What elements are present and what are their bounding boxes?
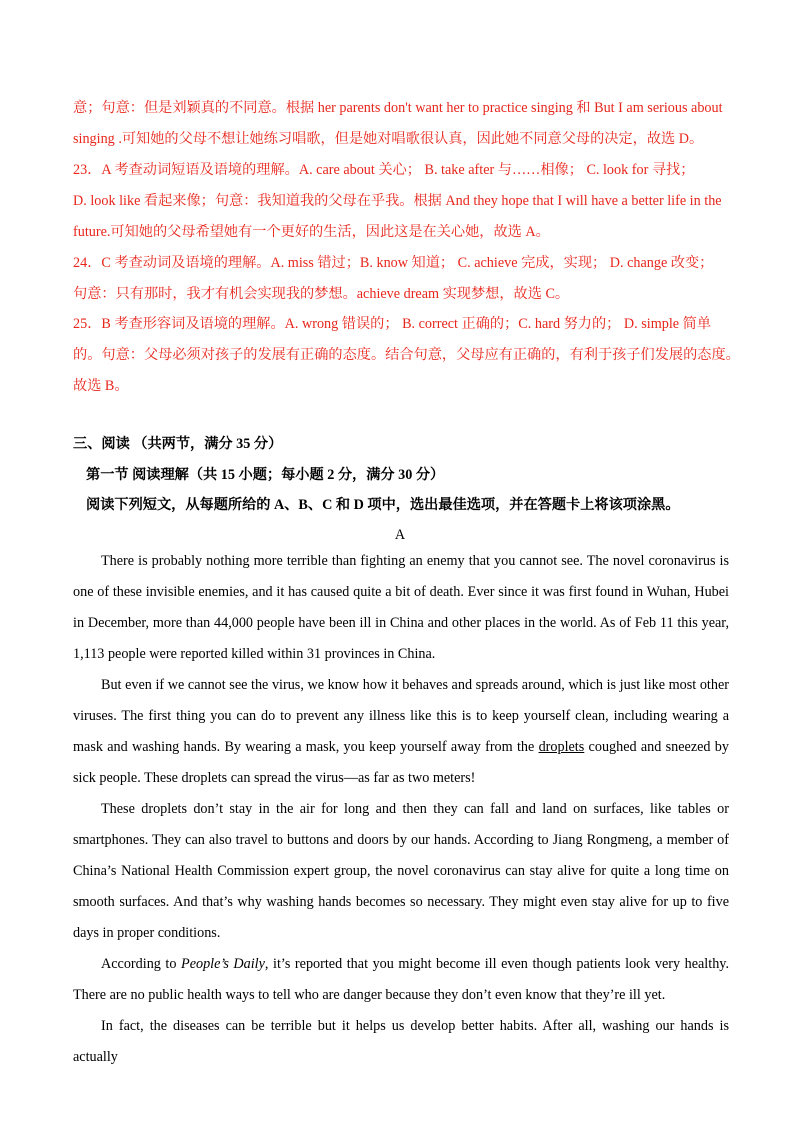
answer-line: 24．C 考查动词及语境的理解。A. miss 错过；B. know 知道； C. achieve 完成，实现； D. change 改变； xyxy=(73,255,714,271)
answer-line: 故选 B。 xyxy=(73,378,129,394)
passage-paragraph: In fact, the diseases can be terrible but it helps us develop better habits. After all, washing our hands is actually xyxy=(73,1018,729,1065)
passage-paragraph: But even if we cannot see the virus, we know how it behaves and spreads around, which is just like most other viruses. The first thing you can do to prevent any illness like this is to keep yourself clean, including wearing a mask and washing hands. By wearing a mask, you keep yourself away from the droplets coughed and sneezed by sick people. These droplets can spread the virus—as far as two meters! xyxy=(73,677,729,786)
section-subheading: 第一节 阅读理解（共 15 小题；每小题 2 分，满分 30 分） xyxy=(86,467,445,483)
answer-line: future.可知她的父母希望她有一个更好的生活，因此这是在关心她，故选 A。 xyxy=(73,224,550,240)
answer-line: 25．B 考查形容词及语境的理解。A. wrong 错误的； B. correct 正确的；C. hard 努力的； D. simple 简单 xyxy=(73,316,712,332)
answer-line: 句意：只有那时，我才有机会实现我的梦想。achieve dream 实现梦想，故选 C。 xyxy=(73,286,570,302)
answer-line: singing .可知她的父母不想让她练习唱歌，但是她对唱歌很认真，因此她不同意父母的决定，故选 D。 xyxy=(73,131,704,147)
passage-paragraph: There is probably nothing more terrible than fighting an enemy that you cannot see. The novel coronavirus is one of these invisible enemies, and it has caused quite a bit of death. Ever since it was first found in Wuhan, Hubei in December, more than 44,000 people have been ill in China and other places in the world. As of Feb 11 this year, 1,113 people were reported killed within 31 provinces in China. xyxy=(73,553,729,662)
section-instruction: 阅读下列短文，从每题所给的 A、B、C 和 D 项中，选出最佳选项，并在答题卡上将该项涂黑。 xyxy=(86,497,680,513)
underlined-word: droplets xyxy=(538,739,585,755)
answer-line: 的。句意：父母必须对孩子的发展有正确的态度。结合句意，父母应有正确的，有利于孩子们发展的态度。 xyxy=(73,347,740,363)
passage-label: A xyxy=(394,527,406,543)
italic-source: People’s Daily xyxy=(181,956,265,972)
reading-passage xyxy=(73,546,729,1073)
passage-paragraph: These droplets don’t stay in the air for long and then they can fall and land on surfaces, like tables or smartphones. They can also travel to buttons and doors by our hands. According to Jiang Rongmeng, a member of China’s National Health Commission expert group, the novel coronavirus can stay alive for quite a long time on smooth surfaces. And that’s why washing hands becomes so necessary. They might even stay alive for up to five days in proper conditions. xyxy=(73,801,729,941)
passage-paragraph: According to People’s Daily, it’s reported that you might become ill even though patients look very healthy. There are no public health ways to tell who are danger because they don’t even know that they’re ill yet. xyxy=(73,956,730,1003)
answer-line: 意；句意：但是刘颖真的不同意。根据 her parents don't want her to practice singing 和 But I am serious about xyxy=(73,100,723,116)
answer-line: D. look like 看起来像；句意：我知道我的父母在乎我。根据 And they hope that I will have a better life in the xyxy=(73,193,722,209)
section-heading: 三、阅读 （共两节，满分 35 分） xyxy=(73,436,283,452)
answer-line: 23．A 考查动词短语及语境的理解。A. care about 关心； B. take after 与……相像； C. look for 寻找； xyxy=(73,162,695,178)
